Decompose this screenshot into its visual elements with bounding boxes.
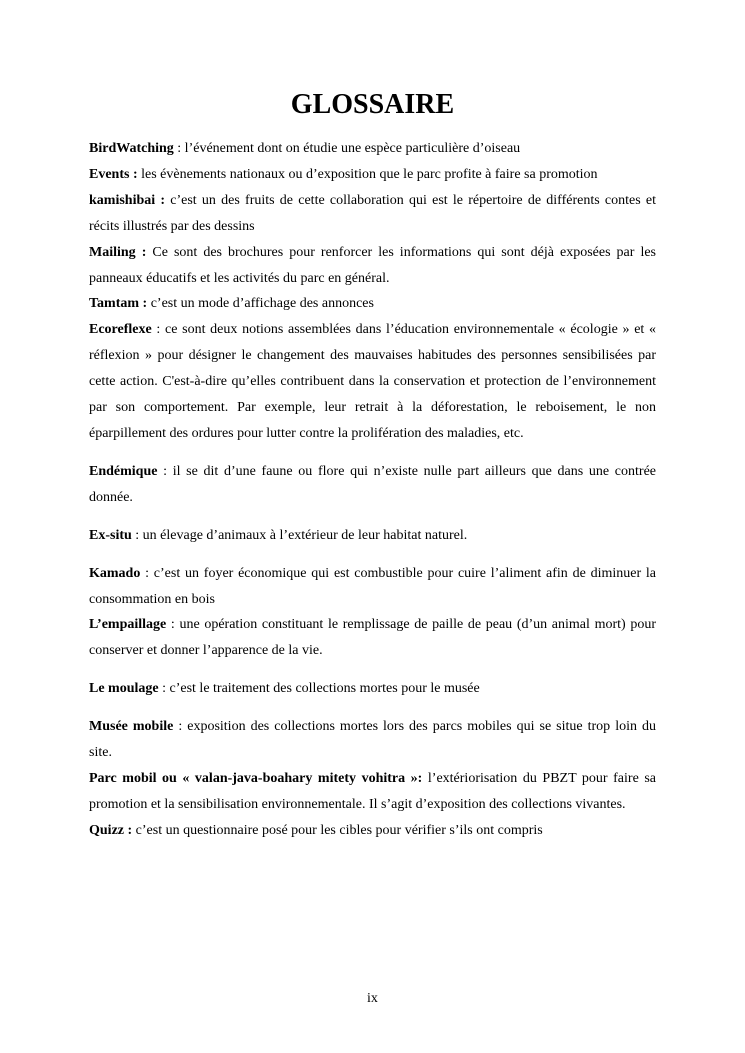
glossary-list (89, 136, 656, 844)
glossary-term: Mailing : (89, 244, 147, 260)
glossary-term: Le moulage (89, 681, 159, 697)
glossary-definition: c’est un des fruits de cette collaboration qui est le répertoire de différents contes et récits illustrés par des dessins (89, 192, 656, 234)
glossary-entry-ex-situ (89, 523, 656, 549)
glossary-entry-parc-mobil (89, 766, 656, 818)
glossary-entry-tamtam (89, 291, 656, 317)
glossary-entry-birdwatching (89, 136, 656, 162)
page-number: ix (367, 991, 378, 1006)
glossary-term: Kamado (89, 565, 141, 581)
glossary-definition: : c’est le traitement des collections mortes pour le musée (158, 681, 480, 697)
glossary-definition: : ce sont deux notions assemblées dans l’éducation environnementale « écologie » et « réflexion » pour désigner le changement des mauvaises habitudes des personnes sensibilisées par cette action. C'est-à-dire qu’elles contribuent dans la conservation et protection de l’environnement par son comportement. Par exemple, leur retrait à la déforestation, le reboisement, le non éparpillement des ordures pour lutter contre la prolifération des maladies, etc. (89, 322, 656, 441)
glossary-term: Musée mobile (89, 719, 174, 735)
glossary-entry-endemique (89, 459, 656, 511)
page-title: GLOSSAIRE (290, 89, 455, 120)
glossary-definition: les évènements nationaux ou d’exposition que le parc profite à faire sa promotion (137, 166, 598, 182)
glossary-entry-mailing (89, 240, 656, 292)
glossary-entry-events (89, 162, 656, 188)
glossary-definition: c’est un mode d’affichage des annonces (147, 296, 374, 312)
glossary-entry-kamado (89, 561, 656, 613)
glossary-term: BirdWatching (89, 141, 174, 156)
glossary-entry-musee-mobile (89, 714, 656, 766)
glossary-term: Endémique (89, 463, 158, 479)
glossary-entry-empaillage (89, 612, 656, 664)
glossary-entry-quizz (89, 818, 656, 844)
glossary-definition: : il se dit d’une faune ou flore qui n’existe nulle part ailleurs que dans une contrée donnée. (89, 463, 656, 505)
glossary-definition: : exposition des collections mortes lors des parcs mobiles qui se situe trop loin du site. (89, 719, 656, 761)
glossary-term: Tamtam : (89, 296, 148, 312)
glossary-term: Events : (89, 166, 138, 182)
glossary-term: Parc mobil ou « valan-java-boahary mitety vohitra »: (89, 770, 423, 786)
glossary-entry-moulage (89, 676, 656, 702)
glossary-definition: c’est un questionnaire posé pour les cibles pour vérifier s’ils ont compris (132, 822, 543, 838)
glossary-entry-ecoreflexe (89, 317, 656, 447)
glossary-definition: l’extériorisation du PBZT pour faire sa promotion et la sensibilisation environnementale. Il s’agit d’exposition des collections vivantes. (89, 770, 656, 812)
glossary-term: Ecoreflexe (89, 322, 152, 338)
glossary-definition: : un élevage d’animaux à l’extérieur de leur habitat naturel. (131, 527, 468, 543)
glossary-term: kamishibai : (89, 192, 166, 208)
glossary-definition: : c’est un foyer économique qui est combustible pour cuire l’aliment afin de diminuer la consommation en bois (89, 565, 656, 607)
glossary-term: L’empaillage (89, 617, 167, 633)
glossary-entry-kamishibai (89, 188, 656, 240)
glossary-definition: Ce sont des brochures pour renforcer les informations qui sont déjà exposées par les panneaux éducatifs et les activités du parc en général. (89, 244, 656, 286)
glossary-definition: : une opération constituant le remplissage de paille de peau (d’un animal mort) pour conserver et donner l’apparence de la vie. (89, 617, 656, 659)
glossary-definition: : l’événement dont on étudie une espèce particulière d’oiseau (173, 141, 521, 156)
glossary-term: Ex-situ (89, 527, 132, 543)
glossary-term: Quizz : (89, 822, 133, 838)
